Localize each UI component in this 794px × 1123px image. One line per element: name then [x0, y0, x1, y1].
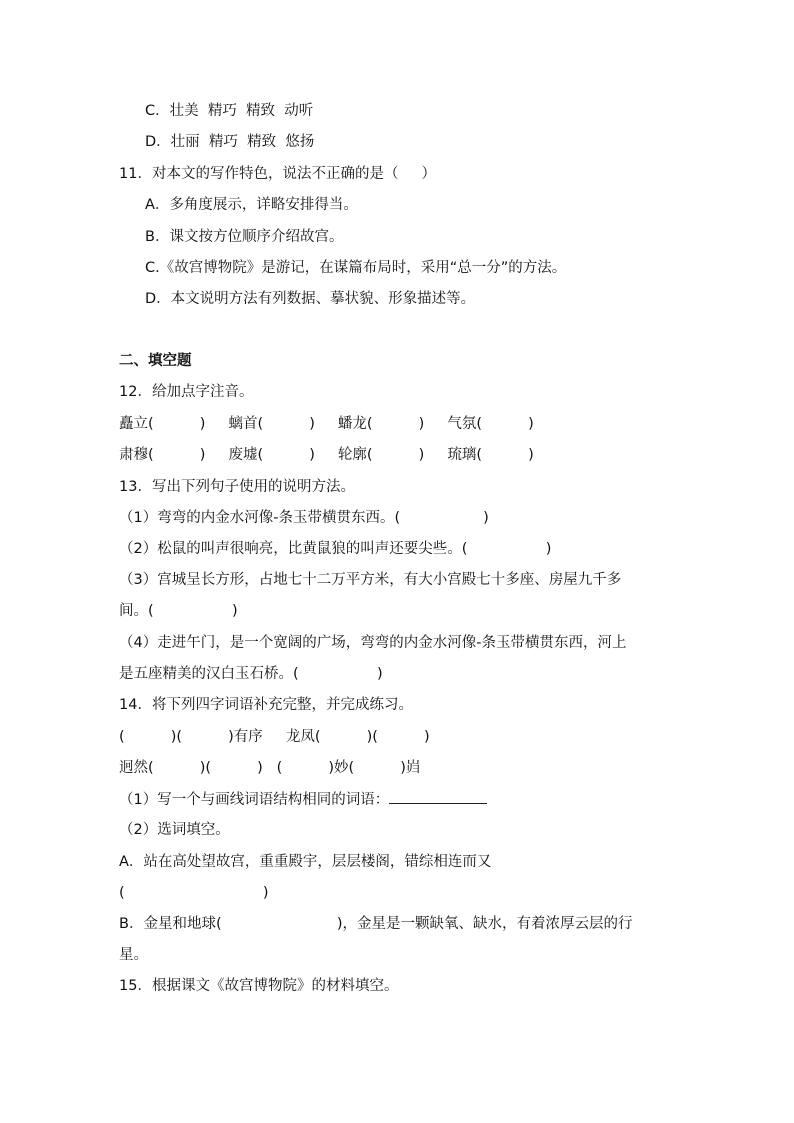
q14-option-a-line-1: A．站在高处望故宫，重重殿宇，层层楼阁，错综相连而又	[119, 854, 492, 870]
q13-sentence-4-line-2: 是五座精美的汉白玉石桥。( )	[119, 666, 383, 682]
q13-sentence-4-line-1: （4）走进午门，是一个宽阔的广场，弯弯的内金水河像-条玉带横贯东西，河上	[119, 635, 627, 651]
q15-stem: 15．根据课文《故宫博物院》的材料填空。	[119, 978, 399, 994]
q11-option-b: B．课文按方位顺序介绍故宫。	[145, 229, 344, 245]
q10-option-d: D．壮丽 精巧 精致 悠扬	[145, 134, 315, 150]
q14-idiom-row-1: ( )( )有序 龙凤( )( )	[119, 729, 430, 745]
section-title-fill-in: 二、填空题	[119, 353, 192, 369]
q12-row-1: 矗立( ) 螭首( ) 蟠龙( ) 气氛( )	[119, 416, 534, 432]
q13-sentence-2: （2）松鼠的叫声很响亮，比黄鼠狼的叫声还要尖些。( )	[119, 541, 552, 557]
q13-sentence-1: （1）弯弯的内金水河像-条玉带横贯东西。( )	[119, 510, 489, 526]
q13-sentence-3-line-1: （3）宫城呈长方形，占地七十二万平方米，有大小宫殿七十多座、房屋九千多	[119, 572, 622, 588]
q13-stem: 13．写出下列句子使用的说明方法。	[119, 479, 355, 495]
q14-option-b-line-2: 星。	[119, 947, 148, 963]
q11-option-d: D．本文说明方法有列数据、摹状貌、形象描述等。	[145, 291, 476, 307]
answer-underline	[389, 789, 487, 804]
q14-part-1	[119, 789, 487, 810]
q11-stem: 11．对本文的写作特色，说法不正确的是（ ）	[119, 166, 436, 182]
q13-sentence-3-line-2: 间。( )	[119, 603, 238, 619]
q11-option-c: C.《故宫博物院》是游记，在谋篇布局时，采用“总一分”的方法。	[145, 260, 567, 276]
q14-stem: 14．将下列四字词语补充完整，并完成练习。	[119, 697, 413, 713]
q14-idiom-row-2: 迥然( )( ) ( )妙( )岿	[119, 760, 421, 776]
q14-part-1-text: （1）写一个与画线词语结构相同的词语：	[119, 792, 390, 808]
q12-stem: 12．给加点字注音。	[119, 384, 254, 400]
q12-row-2: 肃穆( ) 废墟( ) 轮廓( ) 琉璃( )	[119, 447, 534, 463]
q11-option-a: A．多角度展示，详略安排得当。	[145, 197, 358, 213]
q14-option-a-line-2: ( )	[119, 885, 269, 901]
q14-option-b-line-1: B．金星和地球( )，金星是一颗缺氧、缺水，有着浓厚云层的行	[119, 916, 633, 932]
q10-option-c: C．壮美 精巧 精致 动听	[145, 103, 314, 119]
q14-part-2: （2）选词填空。	[119, 822, 230, 838]
